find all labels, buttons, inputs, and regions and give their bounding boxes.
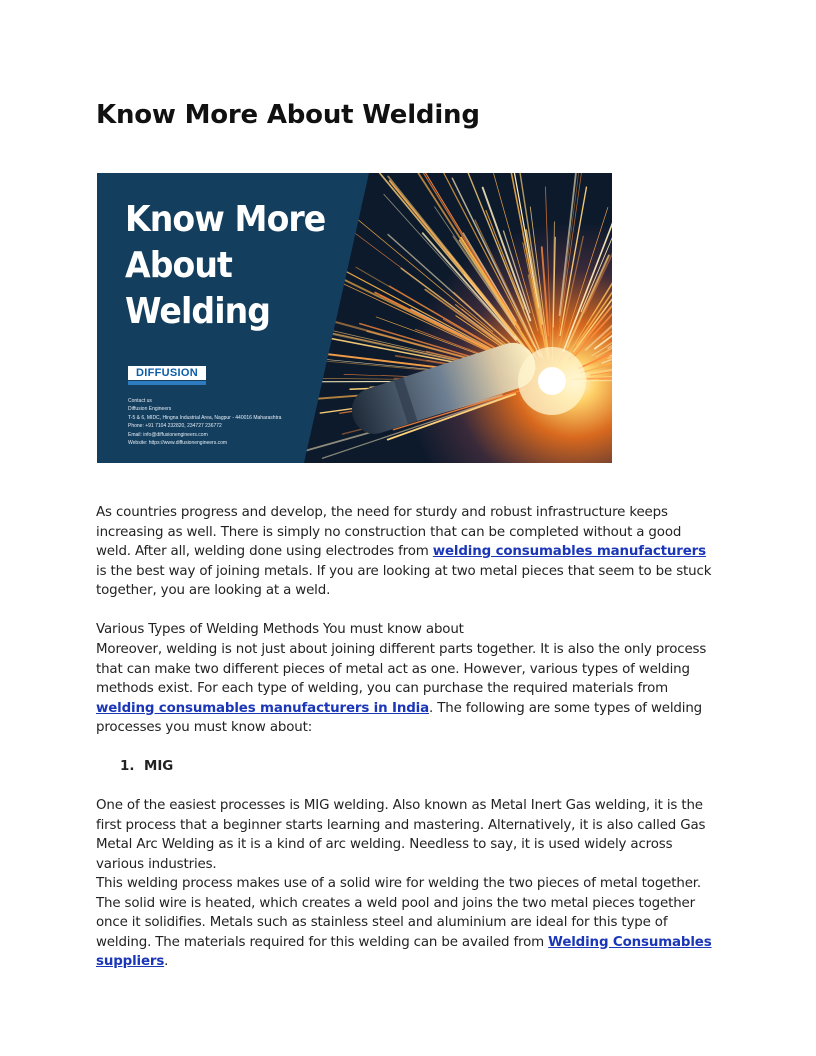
contact-line: Diffusion Engineers [128, 406, 172, 413]
link-welding-consumables-manufacturers-india[interactable]: welding consumables manufacturers in India [96, 700, 429, 716]
contact-line: T-5 & 6, MIDC, Hingna Industrial Area, Nagpur - 440016 Maharashtra [128, 414, 282, 421]
text-run: As countries progress and develop, the need for sturdy and robust infrastructure keeps increasing as well. There is simply no construction that can be completed without a good weld. After all, welding done using electrodes from [96, 505, 682, 559]
contact-line: Email: info@diffusionengineers.com [128, 431, 208, 438]
logo-tagline-bar [128, 381, 206, 385]
text-run: is the best way of joining metals. If you are looking at two metal pieces that seem to be stuck together, you are looking at a weld. [96, 563, 712, 598]
subheading-welding-methods: Various Types of Welding Methods You must know about [96, 622, 464, 637]
text-run: . The following are some types of welding processes you must know about: [96, 700, 703, 735]
banner-heading-line: Welding [125, 291, 271, 332]
text-run: . [164, 954, 169, 969]
link-welding-consumables-suppliers[interactable]: Welding Consumables suppliers [96, 934, 712, 969]
contact-block [128, 397, 281, 447]
contact-line: Website: https://www.diffusionengineers.com [128, 440, 228, 447]
banner-heading-line: Know More [125, 199, 326, 240]
list-label: MIG [144, 759, 174, 774]
link-welding-consumables-manufacturers[interactable]: welding consumables manufacturers [432, 544, 706, 559]
list-number: 1. [120, 759, 135, 774]
paragraph-mig-process [96, 874, 720, 972]
text-run: Moreover, welding is not just about joining different parts together. It is also the only process that can make two different pieces of metal act as one. However, various types of welding methods exist. For each type of welding, you can purchase the required materials from [96, 642, 707, 696]
banner-heading [125, 197, 325, 335]
paragraph-intro [96, 503, 720, 601]
contact-line: Phone: +91 7104 232820, 234727 236772 [128, 423, 222, 430]
paragraph-methods [96, 640, 720, 738]
paragraph-mig-intro: One of the easiest processes is MIG welding. Also known as Metal Inert Gas welding, it is the first process that a beginner starts learning and mastering. Alternatively, it is also called Gas Metal Arc Welding as it is a kind of arc welding. Needless to say, it is used widely across various industries. [96, 798, 706, 872]
list-item-mig [120, 757, 173, 777]
contact-line: Contact us [128, 398, 152, 404]
text-run: This welding process makes use of a solid wire for welding the two pieces of metal together. The solid wire is heated, which creates a weld pool and joins the two metal pieces together once it solidifies. Metals such as stainless steel and aluminium are ideal for this type of welding. The materials required for this welding can be availed from [96, 876, 702, 950]
banner-heading-line: About [125, 245, 232, 286]
diffusion-logo: DIFFUSION [128, 366, 206, 380]
page-title: Know More About Welding [96, 100, 480, 130]
banner-image [97, 173, 612, 463]
